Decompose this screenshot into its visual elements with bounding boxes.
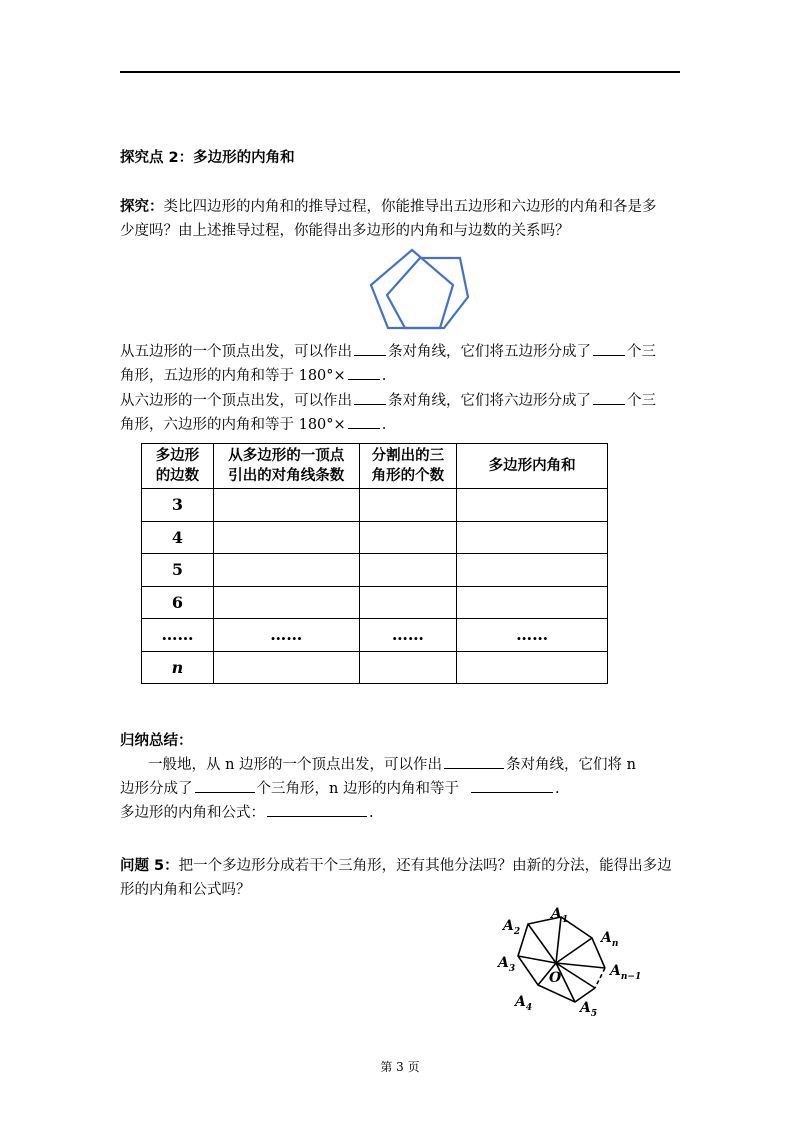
summary-text-2b: 个三角形，n 边形的内角和等于 — [256, 781, 459, 797]
explore-line-1 — [120, 195, 657, 219]
pentagon-text-d: 角形，五边形的内角和等于 180°× — [120, 368, 346, 384]
question5-text-1: 把一个多边形分成若干个三角形，还有其他分法吗？由新的分法，能得出多边 — [178, 858, 672, 874]
table-row — [142, 554, 608, 587]
header-sides-l2: 的边数 — [155, 468, 200, 484]
header-triangles — [359, 444, 457, 489]
cell-triangles[interactable] — [359, 651, 457, 684]
cell-diagonals[interactable] — [213, 554, 359, 587]
footer-prefix: 第 — [380, 1060, 393, 1074]
hexagon-shape — [387, 258, 468, 328]
hexagon-sum-blank[interactable] — [348, 413, 380, 429]
spoke — [518, 956, 556, 963]
hexagon-fill-line-2 — [120, 413, 386, 437]
summary-triangle-blank[interactable] — [195, 777, 255, 793]
cell-angle-sum[interactable] — [457, 489, 608, 522]
summary-text-1a: 一般地，从 n 边形的一个顶点出发，可以作出 — [148, 757, 443, 773]
cell-ellipsis: …… — [359, 619, 457, 652]
summary-text-3a: 多边形的内角和公式： — [120, 805, 265, 821]
cell-sides: 5 — [142, 554, 214, 587]
polygon-figures — [180, 240, 490, 340]
summary-text-2a: 边形分成了 — [120, 781, 193, 797]
cell-angle-sum[interactable] — [457, 521, 608, 554]
cell-triangles[interactable] — [359, 586, 457, 619]
table-row — [142, 521, 608, 554]
summary-line-1 — [148, 753, 636, 777]
pentagon-text-a: 从五边形的一个顶点出发，可以作出 — [120, 344, 352, 360]
pentagon-fill-line-2 — [120, 364, 386, 388]
summary-text-3b: . — [369, 805, 374, 821]
polygon-table — [141, 443, 608, 684]
explore-text-1: 类比四边形的内角和的推导过程，你能推导出五边形和六边形的内角和各是多 — [163, 199, 657, 215]
hexagon-fill-line-1 — [120, 389, 656, 413]
cell-diagonals[interactable] — [213, 489, 359, 522]
header-diagonals-l1: 从多边形的一顶点 — [228, 448, 345, 464]
dashed-edge — [595, 968, 605, 988]
summary-line-3 — [120, 801, 374, 825]
hexagon-text-a: 从六边形的一个顶点出发，可以作出 — [120, 393, 352, 409]
page-footer — [0, 1058, 800, 1075]
header-triangles-l2: 角形的个数 — [371, 468, 445, 484]
table-header-row — [142, 444, 608, 489]
pentagon-text-b: 条对角线，它们将五边形分成了 — [388, 344, 591, 360]
label-a5: $A_5$ — [580, 1000, 598, 1019]
cell-angle-sum[interactable] — [457, 651, 608, 684]
header-angle-sum — [457, 444, 608, 489]
pentagon-triangle-blank[interactable] — [593, 340, 625, 356]
cell-angle-sum[interactable] — [457, 586, 608, 619]
cell-sides: 3 — [142, 489, 214, 522]
summary-text-2c: . — [554, 781, 560, 797]
cell-sides: n — [142, 651, 214, 684]
cell-ellipsis: …… — [213, 619, 359, 652]
cell-sides: 6 — [142, 586, 214, 619]
header-sides-l1: 多边形 — [155, 448, 200, 464]
hexagon-text-c: 个三 — [627, 393, 656, 409]
pentagon-sum-blank[interactable] — [348, 364, 380, 380]
question5-line-2: 形的内角和公式吗？ — [120, 882, 251, 898]
label-o: O — [549, 970, 562, 986]
table-row — [142, 586, 608, 619]
table-row — [142, 651, 608, 684]
cell-triangles[interactable] — [359, 554, 457, 587]
question5-line-1 — [120, 854, 672, 878]
table-row — [142, 489, 608, 522]
cell-diagonals[interactable] — [213, 651, 359, 684]
question5-label: 问题 5： — [120, 858, 179, 874]
cell-ellipsis: …… — [142, 619, 214, 652]
hexagon-text-b: 条对角线，它们将六边形分成了 — [388, 393, 591, 409]
hexagon-diagonal-blank[interactable] — [354, 389, 386, 405]
header-triangles-l1: 分割出的三 — [371, 448, 445, 464]
pentagon-fill-line-1 — [120, 340, 656, 364]
spoke — [528, 924, 556, 963]
footer-suffix: 页 — [407, 1060, 420, 1074]
pentagon-text-c: 个三 — [627, 344, 656, 360]
label-a3: $A_3$ — [498, 955, 516, 974]
pentagon-shape — [371, 250, 453, 328]
pentagon-text-e: . — [381, 368, 387, 384]
formula-blank[interactable] — [267, 801, 367, 817]
header-angle-sum-l1: 多边形内角和 — [488, 458, 576, 474]
cell-triangles[interactable] — [359, 489, 457, 522]
hexagon-text-d: 角形，六边形的内角和等于 180°× — [120, 417, 346, 433]
hexagon-text-e: . — [381, 417, 387, 433]
summary-diagonal-blank[interactable] — [444, 753, 504, 769]
label-a1: $A_1$ — [551, 906, 569, 925]
header-diagonals — [213, 444, 359, 489]
hexagon-triangle-blank[interactable] — [593, 389, 625, 405]
label-a4: $A_4$ — [515, 994, 533, 1013]
page-number: 3 — [396, 1060, 404, 1074]
header-rule — [120, 71, 680, 73]
header-diagonals-l2: 引出的对角线条数 — [228, 468, 345, 484]
label-an-minus-1: $A_{n-1}$ — [610, 963, 642, 982]
summary-sum-blank[interactable] — [471, 777, 553, 793]
cell-diagonals[interactable] — [213, 521, 359, 554]
explore-label: 探究： — [120, 199, 164, 215]
explore-line-2: 少度吗？由上述推导过程，你能得出多边形的内角和与边数的关系吗？ — [120, 223, 570, 239]
cell-ellipsis: …… — [457, 619, 608, 652]
summary-text-1b: 条对角线，它们将 n — [506, 757, 637, 773]
section-title: 探究点 2：多边形的内角和 — [120, 150, 295, 166]
cell-diagonals[interactable] — [213, 586, 359, 619]
pentagon-diagonal-blank[interactable] — [354, 340, 386, 356]
label-a2: $A_2$ — [503, 918, 521, 937]
cell-triangles[interactable] — [359, 521, 457, 554]
table-row — [142, 619, 608, 652]
cell-sides: 4 — [142, 521, 214, 554]
spoke — [556, 938, 592, 963]
summary-label: 归纳总结： — [120, 733, 193, 749]
header-sides — [142, 444, 214, 489]
cell-angle-sum[interactable] — [457, 554, 608, 587]
label-an: $A_n$ — [601, 930, 619, 949]
summary-line-2 — [120, 777, 560, 801]
